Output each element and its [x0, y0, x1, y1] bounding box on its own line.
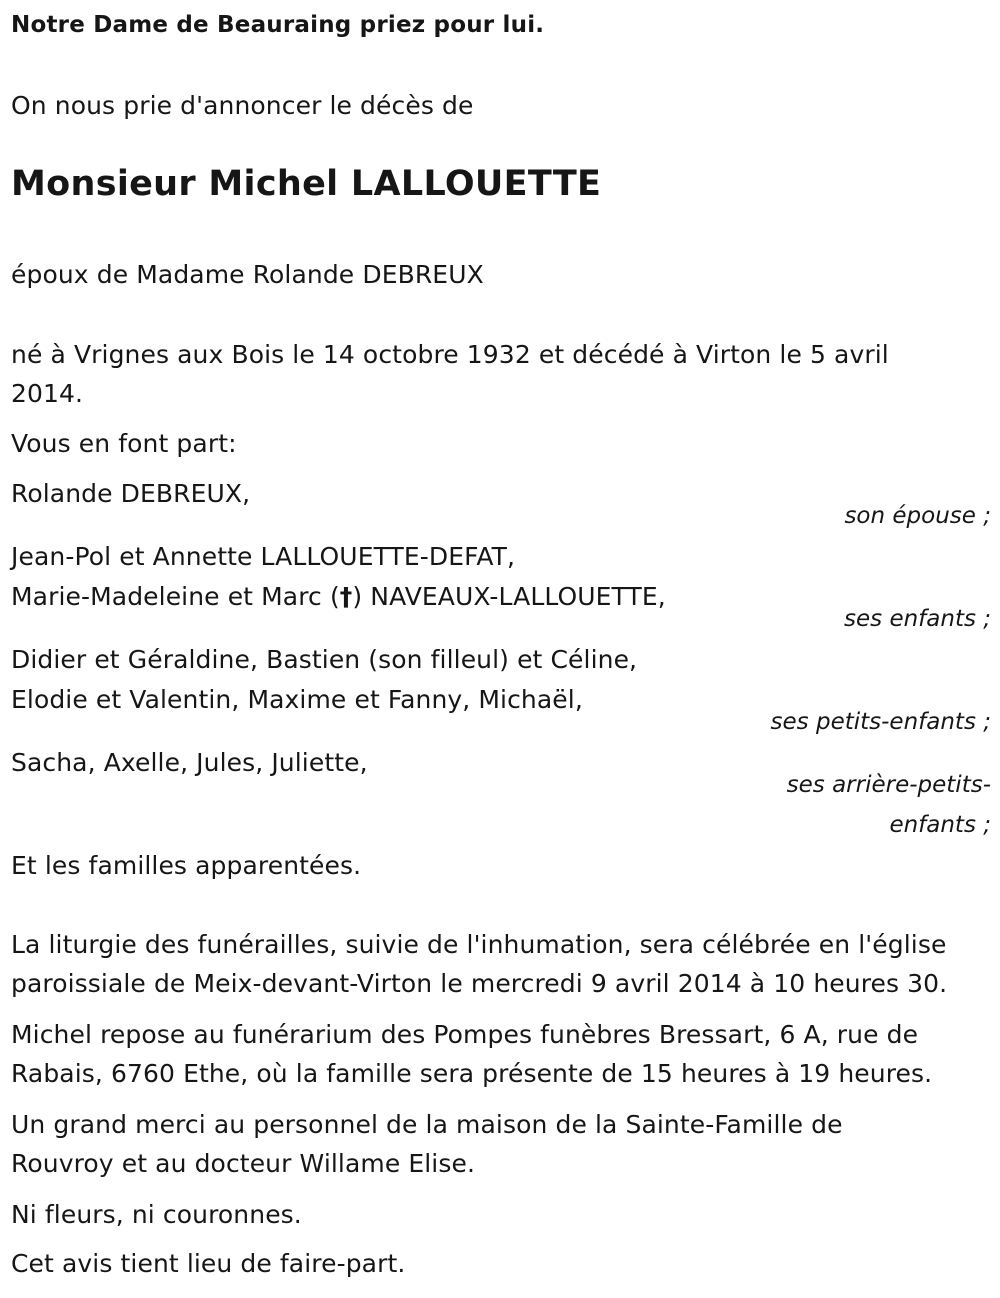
- spouse-line: époux de Madame Rolande DEBREUX: [11, 260, 484, 289]
- family-great-grandchildren-relation-2: enfants ;: [889, 812, 991, 838]
- family-intro: Vous en font part:: [11, 429, 237, 458]
- children-line-2-before: Marie-Madeleine et Marc (: [11, 582, 340, 611]
- thanks-message: Un grand merci au personnel de la maison de la Sainte-Famille de Rouvroy et au docteur Willame Elise.: [11, 1110, 843, 1178]
- children-line-2-after: ) NAVEAUX-LALLOUETTE,: [352, 582, 666, 611]
- cross-icon: †: [339, 582, 353, 611]
- family-great-grandchildren-names: Sacha, Axelle, Jules, Juliette,: [11, 748, 368, 777]
- family-spouse-relation: son épouse ;: [844, 503, 991, 529]
- flowers-note: Ni fleurs, ni couronnes.: [11, 1200, 302, 1229]
- funeral-details: La liturgie des funérailles, suivie de l'inhumation, sera célébrée en l'église paroissiale de Meix-devant-Virton le mercredi 9 avril 2014 à 10 heures 30.: [11, 930, 948, 998]
- family-grandchildren-line-2: Elodie et Valentin, Maxime et Fanny, Michaël,: [11, 685, 583, 714]
- notice-note: Cet avis tient lieu de faire-part.: [11, 1249, 406, 1278]
- deceased-name: Monsieur Michel LALLOUETTE: [11, 164, 602, 204]
- announcement-intro: On nous prie d'annoncer le décès de: [11, 91, 474, 120]
- family-children-line-1: Jean-Pol et Annette LALLOUETTE-DEFAT,: [11, 542, 516, 571]
- repose-details: Michel repose au funérarium des Pompes funèbres Bressart, 6 A, rue de Rabais, 6760 Ethe, où la famille sera présente de 15 heures à 19 heures.: [11, 1020, 933, 1088]
- family-great-grandchildren-relation-1: ses arrière-petits-: [786, 772, 991, 798]
- family-others: Et les familles apparentées.: [11, 851, 362, 880]
- family-grandchildren-relation: ses petits-enfants ;: [770, 709, 991, 735]
- family-spouse-names: Rolande DEBREUX,: [11, 479, 251, 508]
- family-grandchildren-line-1: Didier et Géraldine, Bastien (son filleul) et Céline,: [11, 645, 638, 674]
- birth-death-line: né à Vrignes aux Bois le 14 octobre 1932 et décédé à Virton le 5 avril 2014.: [11, 340, 889, 408]
- family-children-relation: ses enfants ;: [844, 606, 991, 632]
- prayer-heading: Notre Dame de Beauraing priez pour lui.: [11, 12, 545, 38]
